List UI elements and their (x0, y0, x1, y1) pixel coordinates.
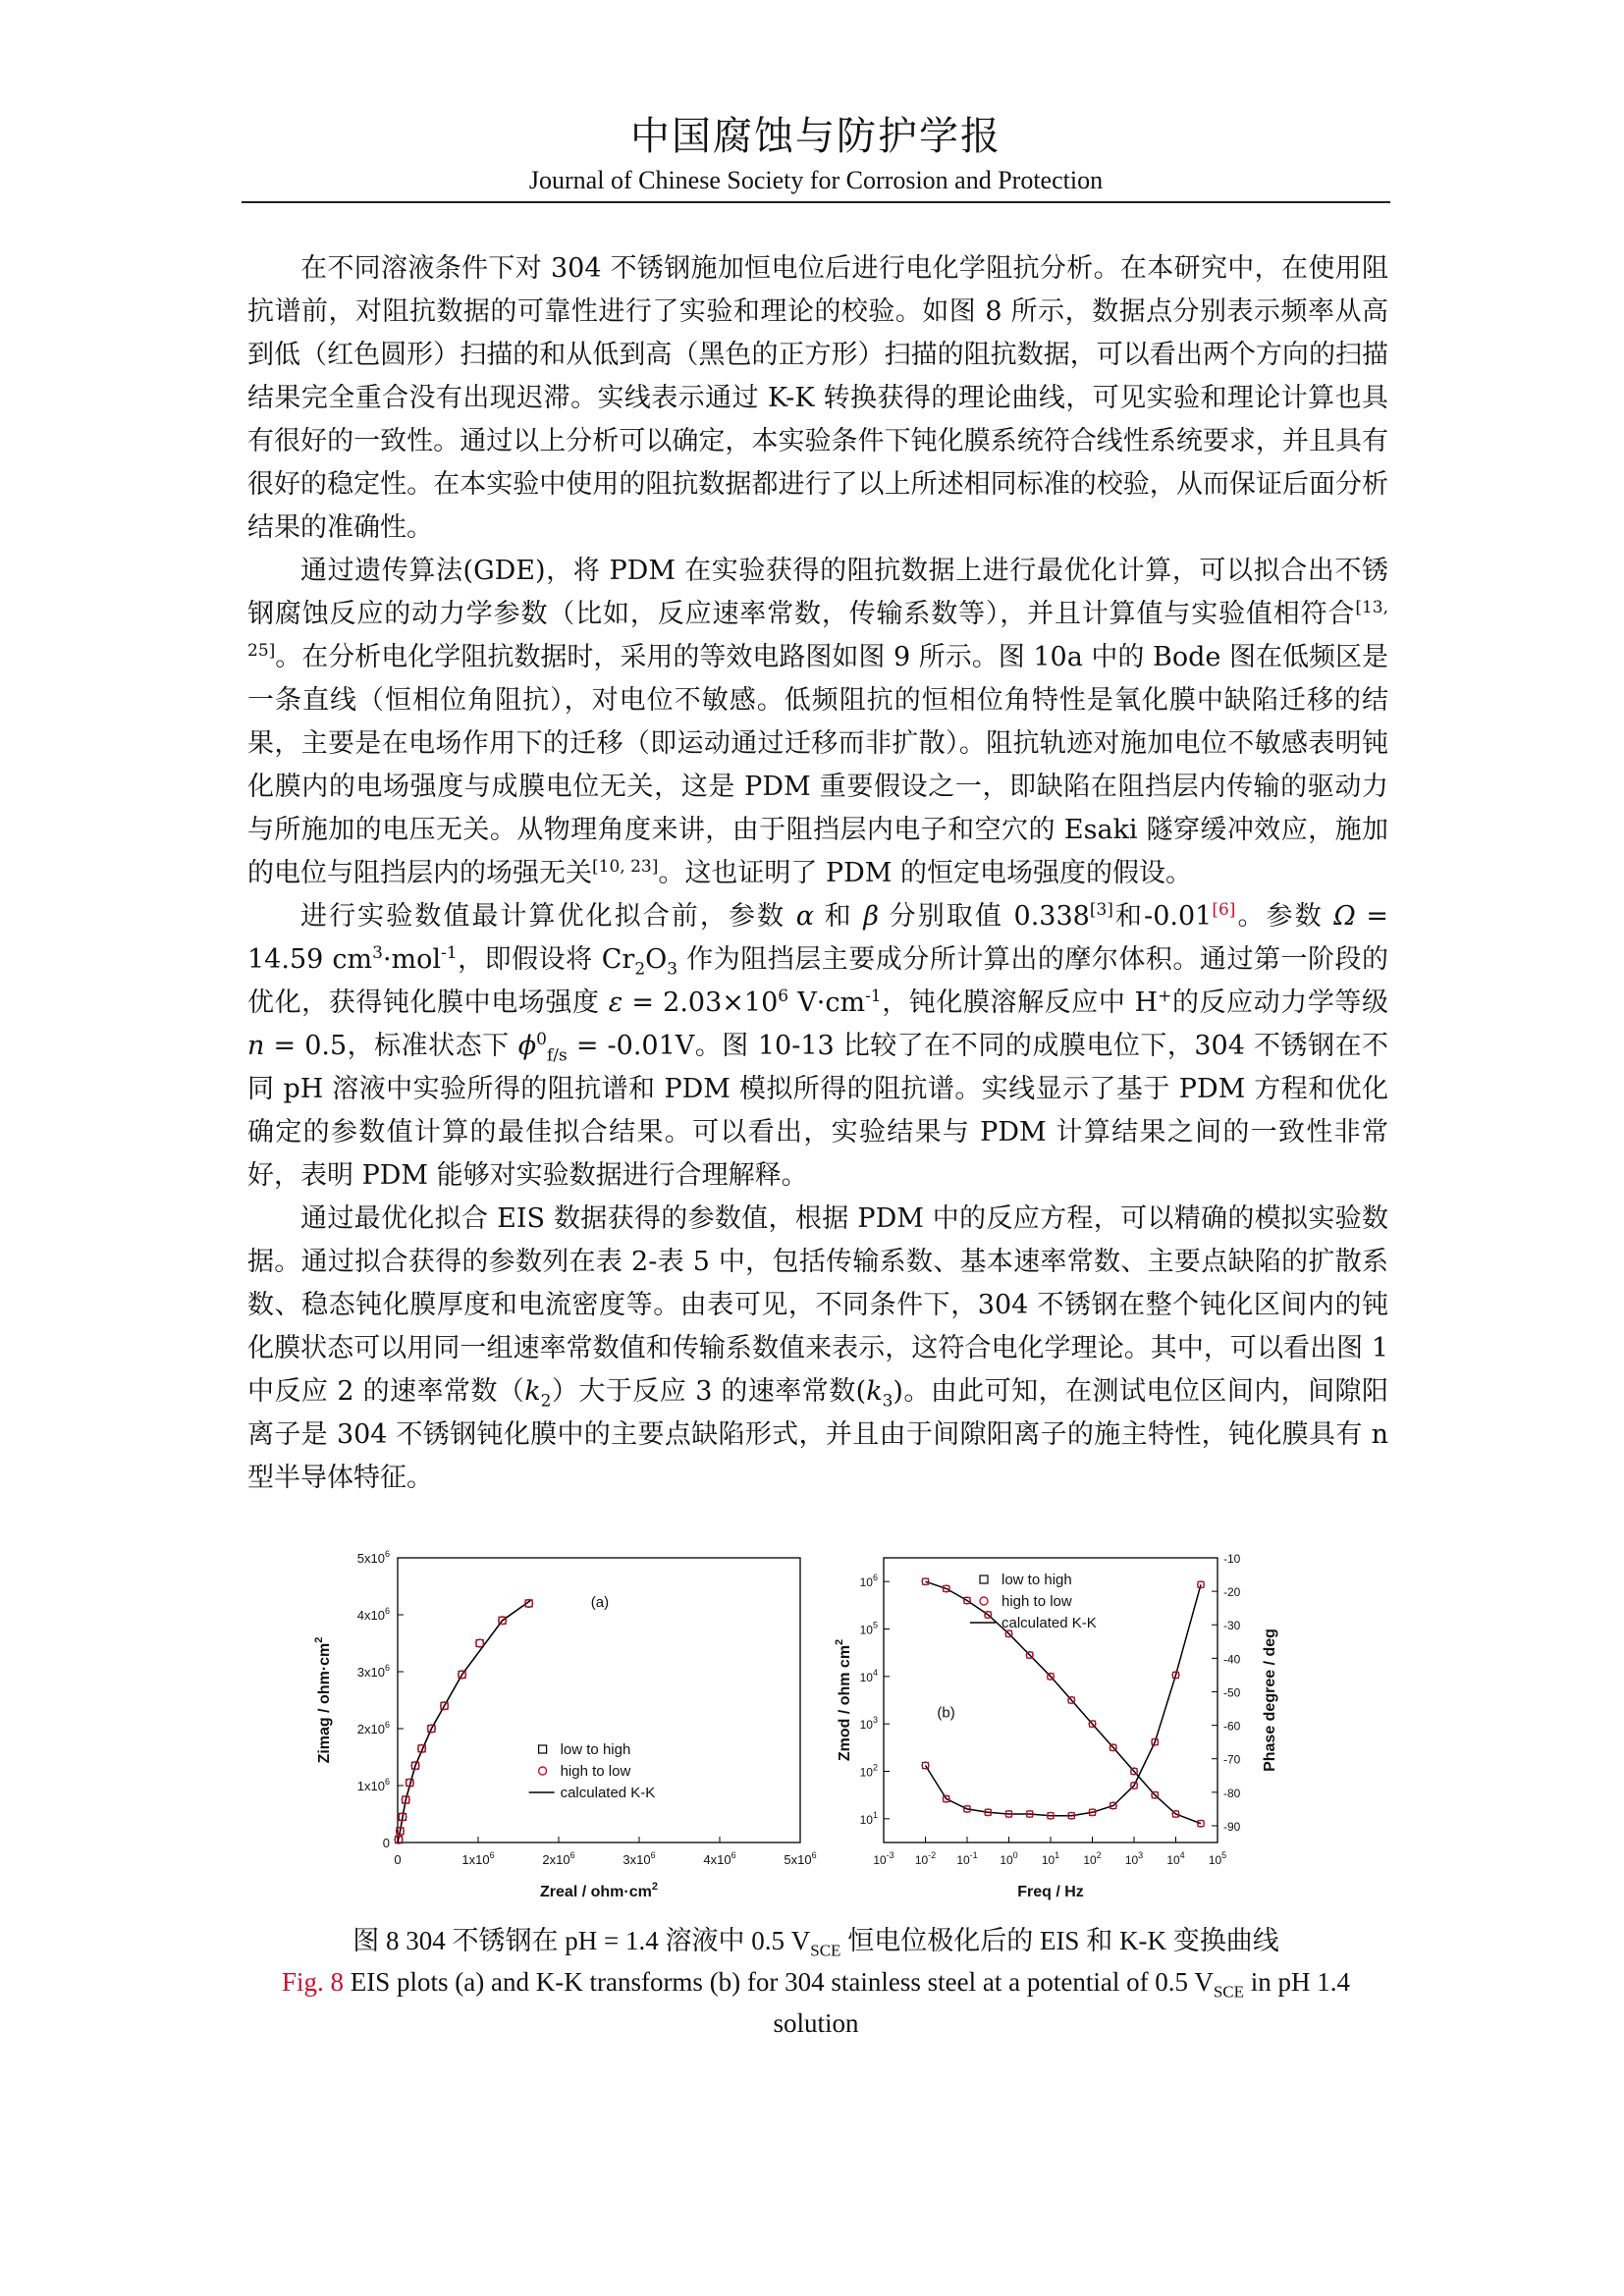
x-tick-label: $10^{-2}$ (914, 1850, 937, 1867)
paragraph-4: 通过最优化拟合 EIS 数据获得的参数值，根据 PDM 中的反应方程，可以精确的模拟实验数据。通过拟合获得的参数列在表 2-表 5 中，包括传输系数、基本速率常数、主要点缺陷的扩散系数、稳态钝化膜厚度和电流密度等。由表可见，不同条件下，304 不锈钢在整个钝化区间内的钝化膜状态可以用同一组速率常数值和传输系数值来表示，这符合电化学理论。其中，可以看出图 1 中反应 2 的速率常数$(k_2)$大于反应 3 的速率常数$(k_3)$。由此可知，在测试电位区间内，间隙阳离子是 304 不锈钢钝化膜中的主要点缺陷形式，并且由于间隙阳离子的施主特性，钝化膜具有 n 型半导体特征。 (247, 1203, 1388, 1493)
kk-fit-line (398, 1601, 530, 1843)
y2-tick-label: -80 (1223, 1786, 1241, 1800)
x-axis-label: Freq / Hz (1017, 1884, 1084, 1900)
y-axis-label: Zimag / $ohm\cdot cm^2$ (313, 1636, 333, 1764)
x-axis-label: Zreal / $ohm\cdot cm^2$ (540, 1881, 658, 1900)
x-tick-label: $10^0$ (1000, 1850, 1018, 1867)
y-tick-label: $4x10^6$ (356, 1606, 390, 1623)
x-tick-label: $5x10^6$ (784, 1850, 817, 1867)
x-tick-label: $3x10^6$ (623, 1850, 656, 1867)
x-tick-label: $10^1$ (1041, 1850, 1060, 1867)
y2-tick-label: -50 (1223, 1685, 1241, 1700)
legend-square-marker (539, 1745, 547, 1753)
y-tick-label: $5x10^6$ (356, 1549, 390, 1566)
header-rule (242, 201, 1390, 203)
figure-8a (304, 1546, 815, 1923)
panel-label: (b) (937, 1704, 955, 1722)
y-tick-label: $10^5$ (859, 1620, 878, 1637)
x-tick-label: $10^{-3}$ (873, 1850, 894, 1867)
legend-label: low to high (560, 1741, 631, 1758)
x-tick-label: $4x10^6$ (703, 1850, 736, 1867)
caption-cn: 图 8 304 不锈钢在 pH = 1.4 溶液中 0.5 $V_{SCE}$ 恒电位极化后的 EIS 和 K-K 变换曲线 (352, 1926, 1279, 1960)
figure-8b (830, 1546, 1321, 1923)
body-text (247, 247, 1388, 1500)
nyquist-chart (304, 1546, 815, 1919)
y2-tick-label: -70 (1223, 1752, 1241, 1767)
y2-axis-label: Phase degree / deg (1262, 1629, 1278, 1772)
x-tick-label: $2x10^6$ (542, 1850, 575, 1867)
paragraph-1: 在不同溶液条件下对 304 不锈钢施加恒电位后进行电化学阻抗分析。在本研究中，在使用阻抗谱前，对阻抗数据的可靠性进行了实验和理论的校验。如图 8 所示，数据点分别表示频率从高到低（红色圆形）扫描的和从低到高（黑色的正方形）扫描的阻抗数据，可以看出两个方向的扫描结果完全重合没有出现迟滞。实线表示通过 K-K 转换获得的理论曲线，可见实验和理论计算也具有很好的一致性。通过以上分析可以确定，本实验条件下钝化膜系统符合线性系统要求，并且具有很好的稳定性。在本实验中使用的阻抗数据都进行了以上所述相同标准的校验，从而保证后面分析结果的准确性。 (247, 253, 1388, 543)
y-tick-label: $10^3$ (859, 1715, 878, 1733)
figure-caption (242, 1920, 1390, 2044)
y-tick-label: $10^6$ (859, 1573, 878, 1590)
y-tick-label: $10^1$ (859, 1809, 878, 1827)
y-tick-label: $3x10^6$ (356, 1663, 390, 1680)
y2-tick-label: -10 (1223, 1552, 1241, 1566)
journal-title-cn: 中国腐蚀与防护学报 (630, 114, 1001, 159)
panel-label: (a) (590, 1594, 610, 1611)
x-tick-label: $1x10^6$ (461, 1850, 495, 1867)
legend-label: calculated K-K (560, 1785, 656, 1801)
y-tick-label: 0 (382, 1836, 390, 1850)
data-point-circle (476, 1639, 484, 1647)
legend-label: calculated K-K (1001, 1615, 1097, 1631)
x-tick-label: $10^2$ (1083, 1850, 1102, 1867)
x-tick-label: 0 (394, 1852, 402, 1867)
legend-square-marker (980, 1575, 988, 1583)
x-tick-label: $10^4$ (1166, 1850, 1185, 1867)
citation: [6] (1212, 900, 1236, 920)
y-tick-label: $1x10^6$ (356, 1777, 390, 1793)
citation: [10, 23] (592, 857, 659, 877)
y2-tick-label: -20 (1223, 1585, 1241, 1600)
x-tick-label: $10^{-1}$ (956, 1850, 978, 1867)
citation: [3] (1089, 900, 1113, 920)
legend-label: high to low (560, 1763, 631, 1780)
legend-circle-marker (980, 1597, 988, 1605)
zmod-point-circle (922, 1578, 929, 1585)
caption-en: Fig. 8 EIS plots (a) and K-K transforms (b) for 304 stainless steel at a potential of 0.5 $V_{SCE}$ in pH 1.4 solution (281, 1967, 1351, 2038)
x-tick-label: $10^3$ (1124, 1850, 1144, 1867)
legend-label: high to low (1001, 1593, 1072, 1610)
paragraph-2: 通过遗传算法(GDE)，将 PDM 在实验获得的阻抗数据上进行最优化计算，可以拟合出不锈钢腐蚀反应的动力学参数（比如，反应速率常数，传输系数等），并且计算值与实验值相符合[13, 25]。在分析电化学阻抗数据时，采用的等效电路图如图 9 所示。图 10a 中的 Bode 图在低频区是一条直线（恒相位角阻抗），对电位不敏感。低频阻抗的恒相位角特性是氧化膜中缺陷迁移的结果，主要是在电场作用下的迁移（即运动通过迁移而非扩散）。阻抗轨迹对施加电位不敏感表明钝化膜内的电场强度与成膜电位无关，这是 PDM 重要假设之一，即缺陷在阻挡层内传输的驱动力与所施加的电压无关。从物理角度来讲，由于阻挡层内电子和空穴的 Esaki 隧穿缓冲效应，施加的电位与阻挡层内的场强无关[10, 23]。这也证明了 PDM 的恒定电场强度的假设。 (247, 556, 1388, 888)
y-tick-label: $10^4$ (859, 1667, 878, 1684)
x-tick-label: $10^5$ (1208, 1850, 1227, 1867)
y-axis-label: Zmod / ohm $cm^2$ (834, 1638, 853, 1762)
y2-tick-label: -30 (1223, 1619, 1241, 1633)
citation: [13, 25] (247, 598, 1388, 661)
y-tick-label: $2x10^6$ (356, 1720, 390, 1736)
y2-tick-label: -90 (1223, 1819, 1241, 1834)
figure-label: Fig. 8 (281, 1967, 345, 1997)
y2-tick-label: -40 (1223, 1652, 1241, 1667)
journal-title-en: Journal of Chinese Society for Corrosion and Protection (528, 166, 1104, 194)
legend-circle-marker (539, 1767, 547, 1775)
y2-tick-label: -60 (1223, 1719, 1241, 1734)
journal-header (242, 110, 1390, 198)
paragraph-3: 进行实验数值最计算优化拟合前，参数 α 和 β 分别取值 0.338[3]和-0.01[6]。参数 Ω = 14.59 $cm^3\cdot mol^{-1}$，即假设将 $Cr_2O_3$ 作为阻挡层主要成分所计算出的摩尔体积。通过第一阶段的优化，获得钝化膜中电场强度 $\varepsilon = 2.03\times 10^6$ $V\cdot cm^{-1}$，钝化膜溶解反应中 H+的反应动力学等级 n = 0.5，标准状态下 $\phi^0_{f/s} = -0.01V$。图 10-13 比较了在不同的成膜电位下，304 不锈钢在不同 pH 溶液中实验所得的阻抗谱和 PDM 模拟所得的阻抗谱。实线显示了基于 PDM 方程和优化确定的参数值计算的最佳拟合结果。可以看出，实验结果与 PDM 计算结果之间的一致性非常好，表明 PDM 能够对实验数据进行合理解释。 (247, 900, 1388, 1191)
legend-label: low to high (1001, 1572, 1072, 1588)
bode-chart (830, 1546, 1321, 1919)
y-tick-label: $10^2$ (859, 1762, 878, 1780)
